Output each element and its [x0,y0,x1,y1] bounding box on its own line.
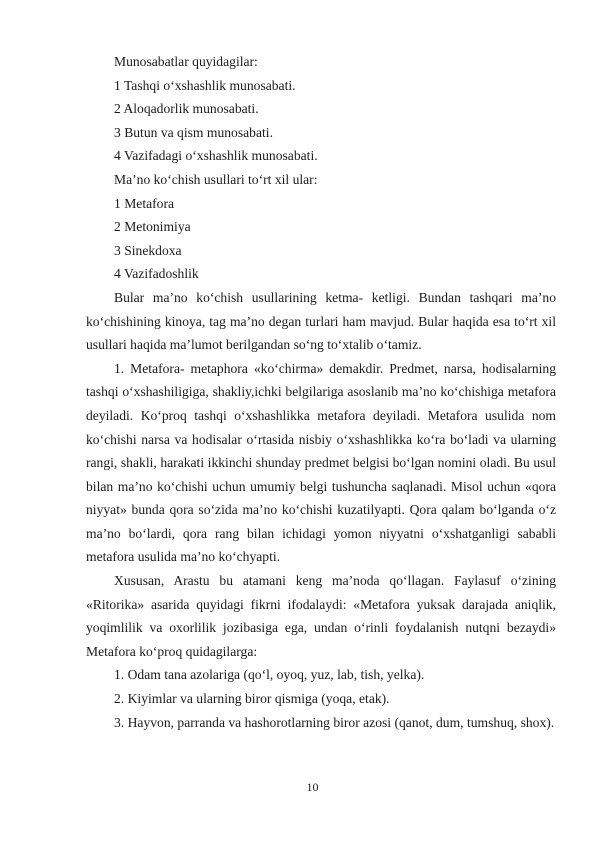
paragraph: Xususan, Arastu bu atamani keng ma’noda qo‘llagan. Faylasuf o‘zining «Ritorika» asarida quyidagi fikrni ifodalaydi: «Metafora yuksak darajada aniqlik, yoqimlilik va oxorlilik jozibasiga ega, undan o‘rinli foydalanish nutqni bezaydi» Metafora ko‘proq quidagilarga: [86,573,556,659]
list-item: 4 Vazifadoshlik [114,266,199,282]
list-item: 3 Sinekdoxa [114,242,182,258]
document-body [86,50,556,734]
paragraph: Bular ma’no ko‘chish usullarining ketma- ketligi. Bundan tashqari ma’no ko‘chishining kinoya, tag ma’no degan turlari ham mavjud. Bular haqida esa to‘rt xil usullari haqida ma’lumot berilgandan so‘ng to‘xtalib o‘tamiz. [86,289,556,353]
list-item: 1. Odam tana azolariga (qo‘l, oyoq, yuz, lab, tish, yelka). [114,667,425,683]
list-item: 2. Kiyimlar va ularning biror qismiga (yoqa, etak). [114,691,390,707]
list-item: 2 Metonimiya [114,219,191,235]
list-item: 3 Butun va qism munosabati. [114,124,273,140]
paragraph: Munosabatlar quyidagilar: [114,54,258,69]
page-number: 10 [306,780,319,794]
list-item: 1 Tashqi o‘xshashlik munosabati. [114,77,296,93]
list-item: 1 Metafora [114,195,175,211]
list-item: 2 Aloqadorlik munosabati. [114,101,259,117]
paragraph: Ma’no ko‘chish usullari to‘rt xil ular: [114,171,318,187]
paragraph: 1. Metafora- metaphora «ko‘chirma» demakdir. Predmet, narsa, hodisalarning tashqi o‘xshashiligiga, shakliy,ichki belgilariga asoslanib ma’no ko‘chishiga metafora deyiladi. Ko‘proq tashqi o‘xshashlikka metafora deyiladi. Metafora usulida nom ko‘chishi narsa va hodisalar o‘rtasida nisbiy o‘xshashlikka ko‘ra bo‘ladi va ularning rangi, shakli, harakati ikkinchi shunday predmet belgisi bo‘lgan nomini oladi. Bu usul bilan ma’no ko‘chishi uchun umumiy belgi tushuncha saqlanadi. Misol uchun «qora niyyat» bunda qora so‘zida ma’no ko‘chishi kuzatilyapti. Qora qalam bo‘lganda o‘z ma’no bo‘lardi, qora rang bilan ichidagi yomon niyyatni o‘xshatganligi sababli metafora usulida ma’no ko‘chyapti. [86,360,556,565]
list-item: 4 Vazifadagi o‘xshashlik munosabati. [114,148,318,164]
list-item: 3. Hayvon, parranda va hashorotlarning biror azosi (qanot, dum, tumshuq, shox). [114,714,555,730]
